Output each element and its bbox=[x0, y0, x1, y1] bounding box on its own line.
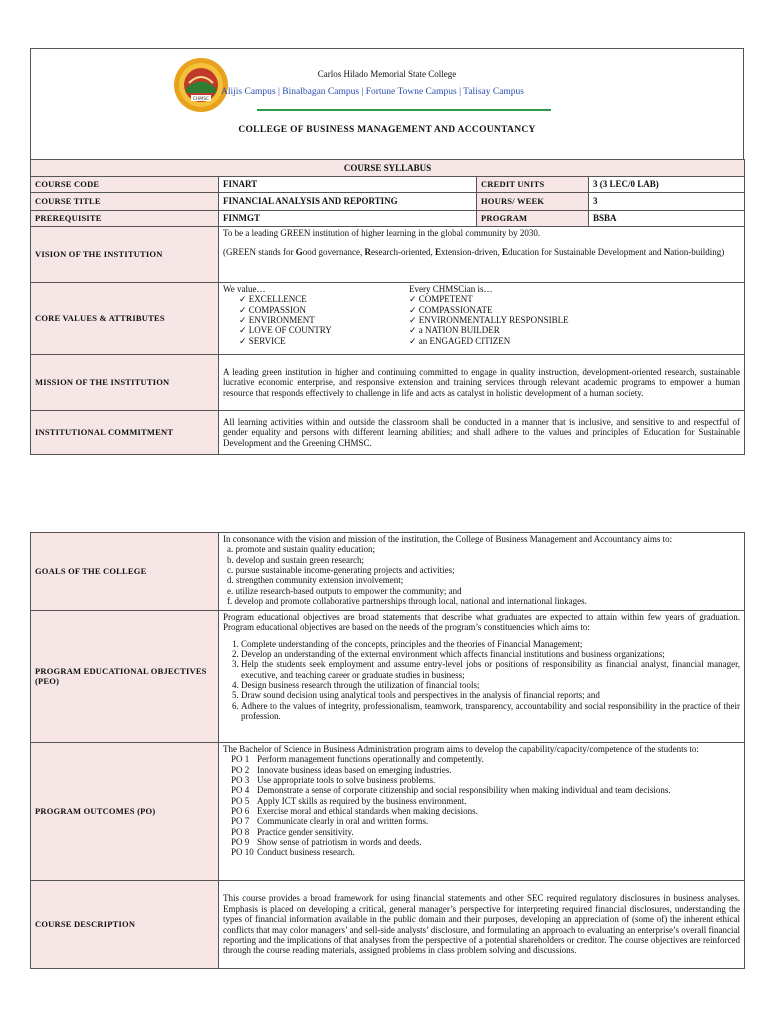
vision-text: To be a leading GREEN institution of higher learning in the global community by 2030. (GREEN stands for Good governance, Research-oriented, Extension-driven, Education for Sustainable Development and Nation-building) bbox=[219, 227, 745, 283]
program-value: BSBA bbox=[589, 211, 745, 227]
program-info-table bbox=[30, 532, 745, 969]
list-item: ✓ COMPASSIONATE bbox=[409, 304, 493, 315]
po-label: PROGRAM OUTCOMES (PO) bbox=[31, 743, 219, 881]
list-item: 1. Complete understanding of the concepts, principles and the theories of Financial Management; bbox=[241, 639, 740, 649]
core-values-content: We value… ✓ EXCELLENCE ✓ COMPASSION ✓ ENVIRONMENT ✓ LOVE OF COUNTRY ✓ SERVICE Every CHMSCian is… ✓ COMPETENT ✓ COMPASSIONATE ✓ ENVIRONMENTALLY RESPONSIBLE ✓ a NATION BUILDER ✓ an ENGAGED CITIZEN bbox=[219, 283, 745, 355]
commitment-text: All learning activities within and outside the classroom shall be conducted in a manner that is inclusive, and sensitive to and respectful of gender equality and persons with different learning abilities; and shall adhere to the values and principles of Education for Sustainable Development and the Greening CHMSC. bbox=[219, 411, 745, 455]
divider-line bbox=[257, 109, 551, 111]
list-item: PO 1 Perform management functions operationally and competently. bbox=[231, 754, 484, 765]
values-list bbox=[239, 294, 409, 346]
department-title: COLLEGE OF BUSINESS MANAGEMENT AND ACCOUNTANCY bbox=[238, 125, 536, 135]
college-header bbox=[30, 48, 744, 159]
core-values-label: CORE VALUES & ATTRIBUTES bbox=[31, 283, 219, 355]
hours-week-value: 3 bbox=[589, 193, 745, 211]
po-content: The Bachelor of Science in Business Administration program aims to develop the capability/capacity/competence of the students to: PO 1 Perform management functions operationally and competently. PO 2 Innovate business ideas based on emerging industries. PO 3 Use appropriate tools to solve business problems. PO 4 Demonstrate a sense of corporate citizenship and social responsibility when making individual and team decisions. PO 5 Apply ICT skills as required by the business environment. PO 6 Exercise moral and ethical standards when making decisions. PO 7 Communicate clearly in oral and written forms. PO 8 Practice gender sensitivity. PO 9 Show sense of patriotism in words and deeds. PO 10 Conduct business research. bbox=[219, 743, 745, 881]
list-item: b. develop and sustain green research; bbox=[227, 554, 364, 565]
syllabus-title: COURSE SYLLABUS bbox=[31, 160, 745, 177]
list-item: 6. Adhere to the values of integrity, professionalism, teamwork, transparency, accountability and social responsibility in the practice of their profession. bbox=[241, 701, 740, 722]
list-item: a. promote and sustain quality education; bbox=[227, 544, 375, 555]
vision-label: VISION OF THE INSTITUTION bbox=[31, 227, 219, 283]
course-code-label: COURSE CODE bbox=[31, 177, 219, 193]
svg-text:CHMSC: CHMSC bbox=[192, 97, 210, 102]
mission-text: A leading green institution in higher and continuing committed to engage in quality instruction, development-oriented research, sustainable lucrative economic enterprise, and responsive extension and training services through relevant academic programs to empower a human resource that responds effectively to challenge in life and acts as catalyst in holistic development of a human society. bbox=[219, 355, 745, 411]
commitment-label: INSTITUTIONAL COMMITMENT bbox=[31, 411, 219, 455]
list-item: PO 7 Communicate clearly in oral and written forms. bbox=[231, 816, 429, 827]
syllabus-page-2 bbox=[30, 532, 744, 969]
list-item: c. pursue sustainable income-generating projects and activities; bbox=[227, 565, 455, 576]
college-name: Carlos Hilado Memorial State College bbox=[317, 69, 457, 79]
peo-content: Program educational objectives are broad statements that describe what graduates are expected to attain within few years of graduation. Program educational objectives are based on the needs of the program’s constituencies which aims to: 1. Complete understanding of the concepts, principles and the theories of Financial Management; 2. Develop an understanding of the external environment which affects financial institutions and business organizations; 3. Help the students seek employment and assume entry-level jobs or positions of responsibility as financial analyst, financial manager, executive, and teaching career or graduate studies in business; 4. Design business research through the utilization of financial tools; 5. Draw sound decision using analytical tools and perspectives in the analysis of financial reports; and 6. Adhere to the values of integrity, professionalism, teamwork, transparency, accountability and social responsibility in the practice of their profession. bbox=[219, 611, 745, 743]
list-item: 4. Design business research through the utilization of financial tools; bbox=[241, 680, 740, 690]
college-seal-icon bbox=[173, 57, 229, 113]
list-item: ✓ LOVE OF COUNTRY bbox=[239, 325, 332, 336]
po-list bbox=[223, 754, 740, 857]
list-item: PO 8 Practice gender sensitivity. bbox=[231, 826, 354, 837]
list-item: PO 2 Innovate business ideas based on emerging industries. bbox=[231, 764, 452, 775]
course-code-value: FINART bbox=[219, 177, 477, 193]
peo-label: PROGRAM EDUCATIONAL OBJECTIVES (PEO) bbox=[31, 611, 219, 743]
list-item: ✓ COMPASSION bbox=[239, 304, 306, 315]
credit-units-value: 3 (3 LEC/0 LAB) bbox=[589, 177, 745, 193]
list-item: ✓ EXCELLENCE bbox=[239, 294, 307, 305]
list-item: e. utilize research-based outputs to empower the community; and bbox=[227, 585, 462, 596]
syllabus-page-1 bbox=[30, 48, 744, 455]
list-item: ✓ an ENGAGED CITIZEN bbox=[409, 335, 511, 346]
hours-week-label: HOURS/ WEEK bbox=[477, 193, 589, 211]
list-item: ✓ COMPETENT bbox=[409, 294, 473, 305]
goals-content: In consonance with the vision and mission of the institution, the College of Business Management and Accountancy aims to: a. promote and sustain quality education; b. develop and sustain green research; c. pursue sustainable income-generating projects and activities; d. strengthen community extension involvement; e. utilize research-based outputs to empower the community; and f. develop and promote collaborative partnerships through local, national and international linkages. bbox=[219, 533, 745, 611]
list-item: ✓ ENVIRONMENTALLY RESPONSIBLE bbox=[409, 315, 569, 326]
list-item: PO 5 Apply ICT skills as required by the business environment. bbox=[231, 795, 467, 806]
credit-units-label: CREDIT UNITS bbox=[477, 177, 589, 193]
list-item: PO 6 Exercise moral and ethical standards when making decisions. bbox=[231, 806, 478, 817]
course-description-label: COURSE DESCRIPTION bbox=[31, 881, 219, 969]
green-acronym: (GREEN stands for Good governance, Research-oriented, Extension-driven, Education for Sustainable Development and Nation-building) bbox=[223, 247, 725, 258]
goals-label: GOALS OF THE COLLEGE bbox=[31, 533, 219, 611]
mission-label: MISSION OF THE INSTITUTION bbox=[31, 355, 219, 411]
list-item: d. strengthen community extension involvement; bbox=[227, 575, 404, 586]
list-item: f. develop and promote collaborative partnerships through local, national and international linkages. bbox=[227, 596, 587, 607]
course-description-text: This course provides a broad framework for using financial statements and other SEC required regulatory disclosures in business analyses. Emphasis is placed on developing a critical, general manager’s perspective for interpreting required financial disclosures, understanding the types of financial information available in the public domain and their purposes, developing an appreciation of (some of) the inherent ethical conflicts that may color managers’ and sell-side analysts’ disclosure, and formulating an approach to evaluating an enterprise’s overall financial reporting and the implications of that analyses from the perspective of a potential shareholders or creditor. The course objectives are reinforced through the course reading materials, assigned problems in class problem solving and discussions. bbox=[219, 881, 745, 969]
prerequisite-value: FINMGT bbox=[219, 211, 477, 227]
list-item: 3. Help the students seek employment and assume entry-level jobs or positions of responsibility as financial analyst, financial manager, executive, and teaching career or graduate studies in business; bbox=[241, 659, 740, 680]
course-info-table bbox=[30, 159, 745, 455]
course-title-value: FINANCIAL ANALYSIS AND REPORTING bbox=[219, 193, 477, 211]
campus-list: Alijis Campus | Binalbagan Campus | Fortune Towne Campus | Talisay Campus bbox=[221, 87, 524, 97]
program-label: PROGRAM bbox=[477, 211, 589, 227]
peo-list bbox=[223, 639, 740, 722]
list-item: PO 4 Demonstrate a sense of corporate citizenship and social responsibility when making individual and team decisions. bbox=[231, 785, 671, 796]
list-item: ✓ a NATION BUILDER bbox=[409, 325, 500, 336]
prerequisite-label: PREREQUISITE bbox=[31, 211, 219, 227]
list-item: 5. Draw sound decision using analytical tools and perspectives in the analysis of financial reports; and bbox=[241, 690, 740, 700]
list-item: 2. Develop an understanding of the external environment which affects financial institutions and business organizations; bbox=[241, 649, 740, 659]
list-item: ✓ ENVIRONMENT bbox=[239, 315, 315, 326]
attributes-list bbox=[409, 294, 569, 346]
list-item: PO 3 Use appropriate tools to solve business problems. bbox=[231, 775, 436, 786]
list-item: ✓ SERVICE bbox=[239, 335, 286, 346]
course-title-label: COURSE TITLE bbox=[31, 193, 219, 211]
list-item: PO 10 Conduct business research. bbox=[231, 847, 355, 858]
list-item: PO 9 Show sense of patriotism in words and deeds. bbox=[231, 837, 422, 848]
goals-list bbox=[223, 544, 740, 606]
